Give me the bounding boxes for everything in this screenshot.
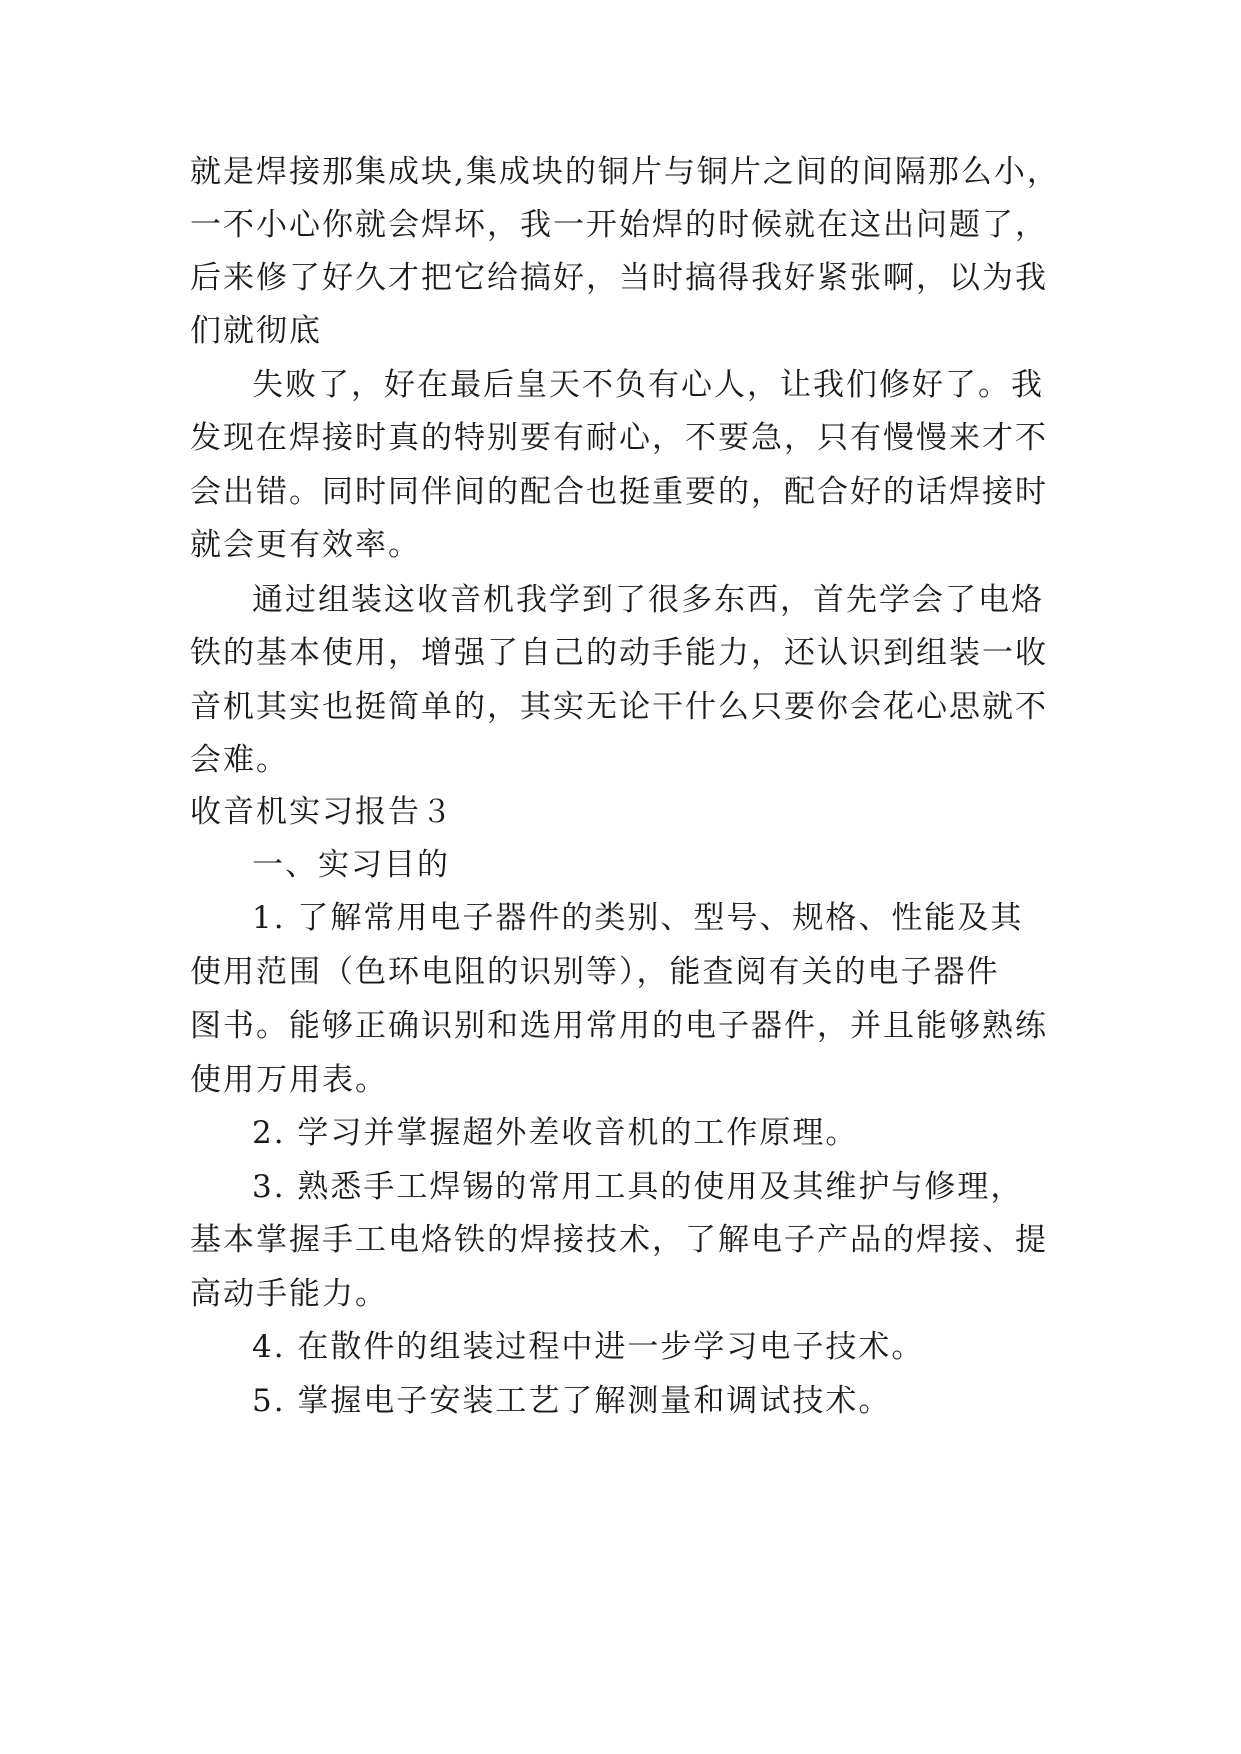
paragraph-line: 铁的基本使用，增强了自己的动手能力，还认识到组装一收	[190, 635, 1048, 671]
paragraph-line: 音机其实也挺简单的，其实无论干什么只要你会花心思就不	[190, 689, 1048, 725]
paragraph-line: 会出错。同时同伴间的配合也挺重要的，配合好的话焊接时	[190, 474, 1048, 510]
paragraph-line: 基本掌握手工电烙铁的焊接技术，了解电子产品的焊接、提	[190, 1222, 1048, 1258]
paragraph-line: 后来修了好久才把它给搞好，当时搞得我好紧张啊，以为我	[190, 260, 1048, 296]
subsection-heading: 一、实习目的	[252, 847, 450, 883]
paragraph-line: 就会更有效率。	[190, 527, 421, 563]
paragraph-line: 高动手能力。	[190, 1276, 388, 1312]
section-heading: 收音机实习报告３	[190, 794, 454, 830]
paragraph-line: 一不小心你就会焊坏，我一开始焊的时候就在这出问题了，	[190, 207, 1048, 243]
paragraph-line: 就是焊接那集成块,集成块的铜片与铜片之间的间隔那么小，	[190, 154, 1060, 190]
paragraph-line: 们就彻底	[190, 313, 322, 349]
paragraph-line: 发现在焊接时真的特别要有耐心，不要急，只有慢慢来才不	[190, 420, 1048, 456]
list-item: 2. 学习并掌握超外差收音机的工作原理。	[252, 1115, 859, 1151]
paragraph-line: 失败了，好在最后皇天不负有心人，让我们修好了。我	[252, 367, 1044, 403]
paragraph-line: 使用范围（色环电阻的识别等），能查阅有关的电子器件	[190, 954, 1000, 990]
paragraph-line: 使用万用表。	[190, 1062, 388, 1098]
paragraph-line: 通过组装这收音机我学到了很多东西，首先学会了电烙	[252, 582, 1044, 618]
list-item: 3. 熟悉手工焊锡的常用工具的使用及其维护与修理，	[252, 1169, 1024, 1205]
list-item: 1. 了解常用电子器件的类别、型号、规格、性能及其	[252, 900, 1024, 936]
list-item: 4. 在散件的组装过程中进一步学习电子技术。	[252, 1329, 925, 1365]
paragraph-line: 会难。	[190, 742, 289, 778]
list-item: 5. 掌握电子安装工艺了解测量和调试技术。	[252, 1383, 892, 1419]
paragraph-line: 图书。能够正确识别和选用常用的电子器件，并且能够熟练	[190, 1008, 1048, 1044]
